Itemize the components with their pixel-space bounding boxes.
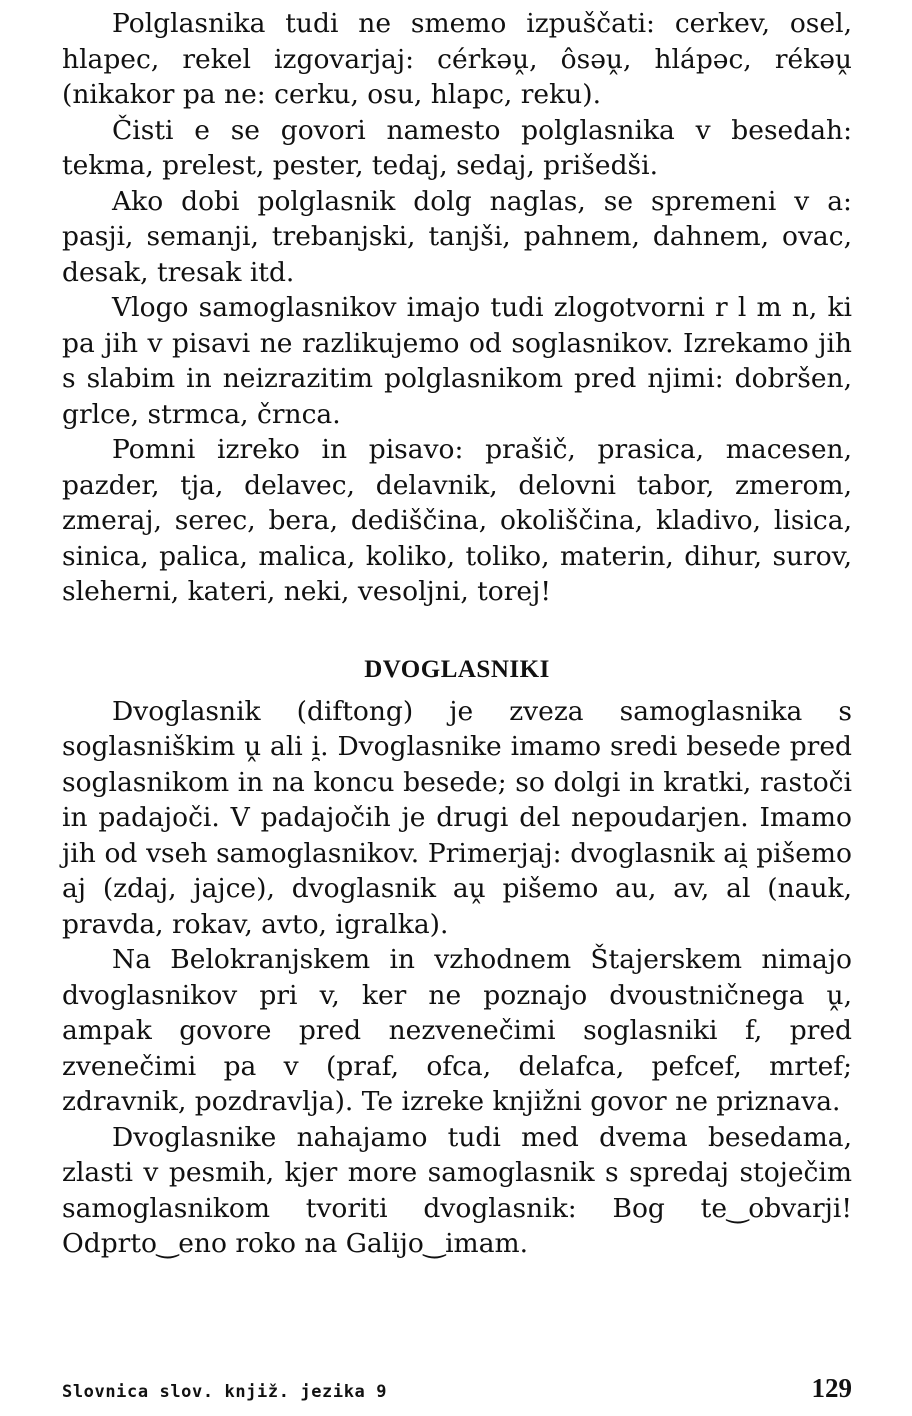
page-body — [62, 6, 852, 1262]
paragraph-zlogotvorni: Vlogo samoglasnikov imajo tudi zlogotvorni r l m n, ki pa jih v pisavi ne razlikujemo od soglasnikov. Izrekamo jih s slabim in neizrazitim polglasnikom pred njimi: dobršen, grlce, strmca, črnca. — [62, 292, 852, 430]
paragraph-pomni-izreko: Pomni izreko in pisavo: prašič, prasica, macesen, pazder, tja, delavec, delavnik, delovni tabor, zmerom, zmeraj, serec, bera, dediščina, okoliščina, kladivo, lisica, sinica, palica, malica, koliko, toliko, materin, dihur, surov, sleherni, kateri, neki, vesoljni, torej! — [62, 434, 852, 607]
paragraph-polglasnik-izpuscanje: Polglasnika tudi ne smemo izpuščati: cerkev, osel, hlapec, rekel izgovarjaj: cérkəṷ, ôsəṷ, hlápəc, rékəṷ (nikakor pa ne: cerku, osu, hlapc, reku). — [62, 8, 852, 110]
paragraph-cisti-e: Čisti e se govori namesto polglasnika v besedah: tekma, prelest, pester, tedaj, sedaj, prišedši. — [62, 114, 852, 181]
paragraph-dolg-naglas: Ako dobi polglasnik dolg naglas, se spremeni v a: pasji, semanji, trebanjski, tanjši, pahnem, dahnem, ovac, desak, tresak itd. — [62, 185, 852, 288]
paragraph-belokranjsko: Na Belokranjskem in vzhodnem Štajerskem nimajo dvoglasnikov pri v, ker ne poznajo dvoustničnega ṷ, ampak govore pred nezvenečimi soglasniki f, pred zvenečimi pa v (praf, ofca, delafca, pefcef, mrtef; zdravnik, pozdravlja). Te izreke knjižni govor ne priznava. — [62, 944, 852, 1117]
paragraph-dvoglasnik-definicija: Dvoglasnik (diftong) je zveza samoglasnika s soglasniškim ṷ ali i̯. Dvoglasnike imamo sredi besede pred soglasnikom in na koncu besede; so dolgi in kratki, rastoči in padajoči. V padajočih je drugi del nepoudarjen. Imamo jih od vseh samoglasnikov. Primerjaj: dvoglasnik ai̯ pišemo aj (zdaj, jajce), dvoglasnik aṷ pišemo au, av, al (nauk, pravda, rokav, avto, igralka). — [62, 695, 852, 940]
paragraph-med-besedama: Dvoglasnike nahajamo tudi med dvema besedama, zlasti v pesmih, kjer more samoglasnik s spredaj stoječim samoglasnikom tvoriti dvoglasnik: Bog te‿obvarji! Odprto‿eno roko na Galijo‿imam. — [62, 1121, 852, 1259]
page-number: 129 — [811, 1373, 852, 1403]
page-footer — [62, 1374, 852, 1404]
section-heading: DVOGLASNIKI — [364, 655, 550, 683]
footer-title: Slovnica slov. knjiž. jezika 9 — [62, 1382, 388, 1402]
